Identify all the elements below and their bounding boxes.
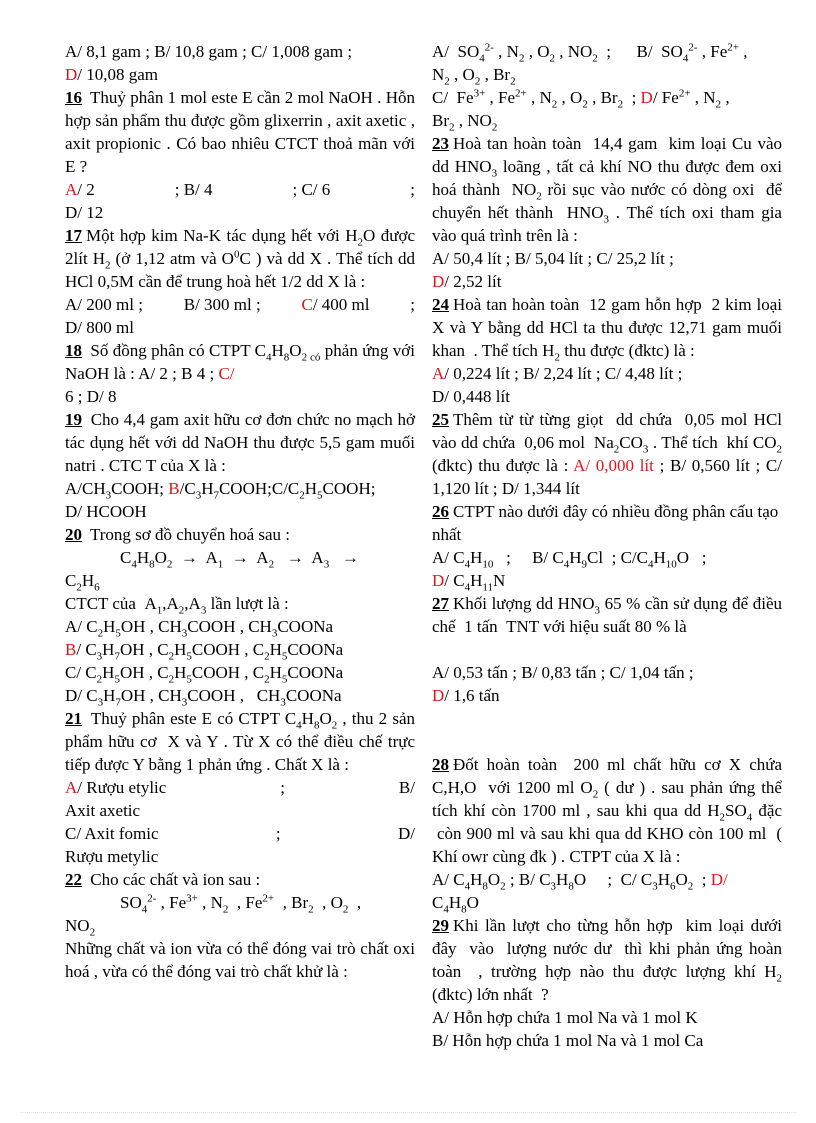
q20-option-a: A/ $C_2H_5OH$ , $CH_3COOH$ , $CH_3COONa$: [65, 617, 334, 640]
q21-options-cd: C/ Axit fomic ; D/: [65, 824, 415, 843]
question-number: 19: [65, 410, 82, 429]
question-number: 28: [432, 755, 449, 774]
q22-option-d-end: $Br_2$ , $NO_2$: [432, 111, 498, 134]
q22-option-a: A/ $SO_4^{2-}$ , $N_2$ , $O_2$ , $NO_2$ ; B/ $SO_4^{2-}$ , $Fe^{2+}$ ,: [432, 41, 748, 65]
question-21: 21 Thuỷ phân este E có CTPT $C_4H_8O_2$ , thu 2 sản phẩm hữu cơ X và Y . Từ X có thể điều chế trực tiếp được Y bằng 1 phản ứng . Chất X là :: [65, 709, 415, 774]
q22-question: Những chất và ion vừa có thể đóng vai trò chất oxi hoá , vừa có thể đóng vai trò chất khử là :: [65, 939, 415, 981]
question-number: 27: [432, 594, 449, 613]
q20-scheme-end: $C_2H_6$: [65, 571, 100, 594]
q20-option-b: B/ $C_3H_7OH$ , $C_2H_5COOH$ , $C_2H_5COONa$: [65, 640, 344, 663]
q16-options: A/ 2 ; B/ 4 ; C/ 6 ;: [65, 180, 415, 199]
q28-options: A/ $C_4H_8O_2$ ; B/ $C_3H_8O$ ; C/ $C_3H_6O_2$ ; D/ $C_4H_8O$: [432, 870, 728, 916]
q22-list-end: $NO_2$: [65, 916, 96, 939]
question-27: 27 Khối lượng dd $HNO_3$ 65 % cần sử dụng để điều chế 1 tấn TNT với hiệu suất 80 % là: [432, 594, 782, 636]
q16-option-d: D/ 12: [65, 203, 104, 222]
question-number: 23: [432, 134, 449, 153]
q21-option-b-text: Axit axetic: [65, 801, 141, 820]
question-17: 17 Một hợp kim Na-K tác dụng hết với $H_2O$ được 2lít $H_2$ (ở 1,12 atm và $O^0C$ ) và dd X . Thể tích dd HCl 0,5M cần để trung hoà hết 1/2 dd X là :: [65, 226, 416, 291]
question-number: 25: [432, 410, 449, 429]
q20-scheme: $C_4H_8O_2 \to A_1 \to A_2 \to A_3$ →: [120, 548, 359, 571]
q19-options: $A/CH_3COOH$; $B/C_3H_7COOH;C/C_2H_5COOH$; D/ HCOOH: [65, 479, 376, 521]
q17-option-d: D/ 800 ml: [65, 318, 134, 337]
question-number: 24: [432, 295, 449, 314]
q20-question: CTCT của $A_1,A_2,A_3$ lần lượt là :: [65, 594, 289, 617]
question-number: 22: [65, 870, 82, 889]
q22-option-b-end: $N_2$ , $O_2$ , $Br_2$: [432, 65, 516, 88]
question-22: 22 Cho các chất và ion sau :: [65, 870, 261, 889]
question-number: 29: [432, 916, 449, 935]
q17-options: A/ 200 ml ; B/ 300 ml ; C/ 400 ml ;: [65, 295, 415, 314]
question-number: 18: [65, 341, 82, 360]
question-number: 20: [65, 525, 82, 544]
spacer: [432, 707, 782, 753]
q29-option-b: B/ Hỗn hợp chứa 1 mol Na và 1 mol Ca: [432, 1031, 704, 1050]
q20-option-d: D/ $C_3H_7OH$ , $CH_3COOH$ , $CH_3COONa$: [65, 686, 342, 709]
q27-options: A/ 0,53 tấn ; B/ 0,83 tấn ; C/ 1,04 tấn ; D/ 1,6 tấn: [432, 663, 694, 705]
question-25: 25 Thêm từ từ từng giọt dd chứa 0,05 mol HCl vào dd chứa 0,06 mol $Na_2CO_3$ . Thể tích khí $CO_2$ (đktc) thu được là : A/ 0,000 lít ; B/ 0,560 lít ; C/ 1,120 lít ; D/ 1,344 lít: [432, 410, 782, 498]
q26-options: A/ $C_4H_{10}$ ; B/ $C_4H_9Cl$ ; $C/C_4H_{10}O$ ; D/ $C_4H_{11}N$: [432, 548, 707, 594]
question-23: 23 Hoà tan hoàn toàn 14,4 gam kim loại Cu vào dd $HNO_3$ loãng , tất cả khí NO thu được đem oxi hoá thành $NO_2$ rồi sục vào nước có dòng oxi để chuyển hết thành $HNO_3$ . Thể tích oxi tham gia vào quá trình trên là :: [432, 134, 783, 245]
question-26: 26 CTPT nào dưới đây có nhiều đồng phân cấu tạo nhất: [432, 502, 779, 544]
q24-options: A/ 0,224 lít ; B/ 2,24 lít ; C/ 4,48 lít ; D/ 0,448 lít: [432, 364, 683, 406]
question-16: 16 Thuỷ phân 1 mol este E cần 2 mol NaOH . Hỗn hợp sản phẩm thu được gồm glixerrin , axit axetic , axit propionic . Có bao nhiêu CTCT thoả mãn với E ?: [65, 88, 415, 176]
question-29: 29 Khi lần lượt cho từng hỗn hợp kim loại dưới đây vào lượng nước dư thì khi phản ứng hoàn toàn , trường hợp nào thu được lượng khí $H_2$ (đktc) lớn nhất ?: [432, 916, 782, 1004]
question-18: 18 Số đồng phân có CTPT $C_4H_8O_{2 có}$ phản ứng với NaOH là : A/ 2 ; B 4 ; C/ 6 ; D/ 8: [65, 341, 416, 406]
question-19: 19 Cho 4,4 gam axit hữu cơ đơn chức no mạch hở tác dụng hết với dd NaOH thu được 5,5 gam muối natri . CTC T của X là :: [65, 410, 416, 475]
q20-option-c: C/ $C_2H_5OH$ , $C_2H_5COOH$ , $C_2H_5COONa$: [65, 663, 344, 686]
q21-options-ab: A/ Rượu etylic ; B/: [65, 778, 415, 797]
question-number: 17: [65, 226, 82, 245]
right-column: [432, 40, 782, 1052]
question-20: 20 Trong sơ đồ chuyển hoá sau :: [65, 525, 291, 544]
question-number: 26: [432, 502, 449, 521]
q21-option-d-text: Rượu metylic: [65, 847, 159, 866]
q22-option-cd: C/ $Fe^{3+}$ , $Fe^{2+}$ , $N_2$ , $O_2$ , $Br_2$ ; D/ $Fe^{2+}$ , $N_2$ ,: [432, 87, 730, 111]
left-column: [65, 40, 415, 983]
question-28: 28 Đốt hoàn toàn 200 ml chất hữu cơ X chứa C,H,O với 1200 ml $O_2$ ( dư ) . sau phản ứng thể tích khí còn 1700 ml , sau khi qua dd $H_2SO_4$ đặc còn 900 ml và sau khi qua dd KHO còn 100 ml ( Khí owr cùng đk ) . CTPT của X là :: [432, 755, 782, 866]
q22-list: $SO_4^{2-}$ , $Fe^{3+}$ , $N_2$ , $Fe^{2+}$ , $Br_2$ , $O_2$ ,: [120, 892, 362, 916]
question-number: 16: [65, 88, 82, 107]
q15-options: A/ 8,1 gam ; B/ 10,8 gam ; C/ 1,008 gam ; D/ 10,08 gam: [65, 42, 353, 84]
q29-option-a: A/ Hỗn hợp chứa 1 mol Na và 1 mol K: [432, 1008, 698, 1027]
q23-options: A/ 50,4 lít ; B/ 5,04 lít ; C/ 25,2 lít ; D/ 2,52 lít: [432, 249, 674, 291]
question-number: 21: [65, 709, 82, 728]
page-bottom-border: [20, 1112, 796, 1113]
question-24: 24 Hoà tan hoàn toàn 12 gam hỗn hợp 2 kim loại X và Y bằng dd HCl ta thu được 12,71 gam muối khan . Thể tích $H_2$ thu được (đktc) là :: [432, 295, 782, 364]
